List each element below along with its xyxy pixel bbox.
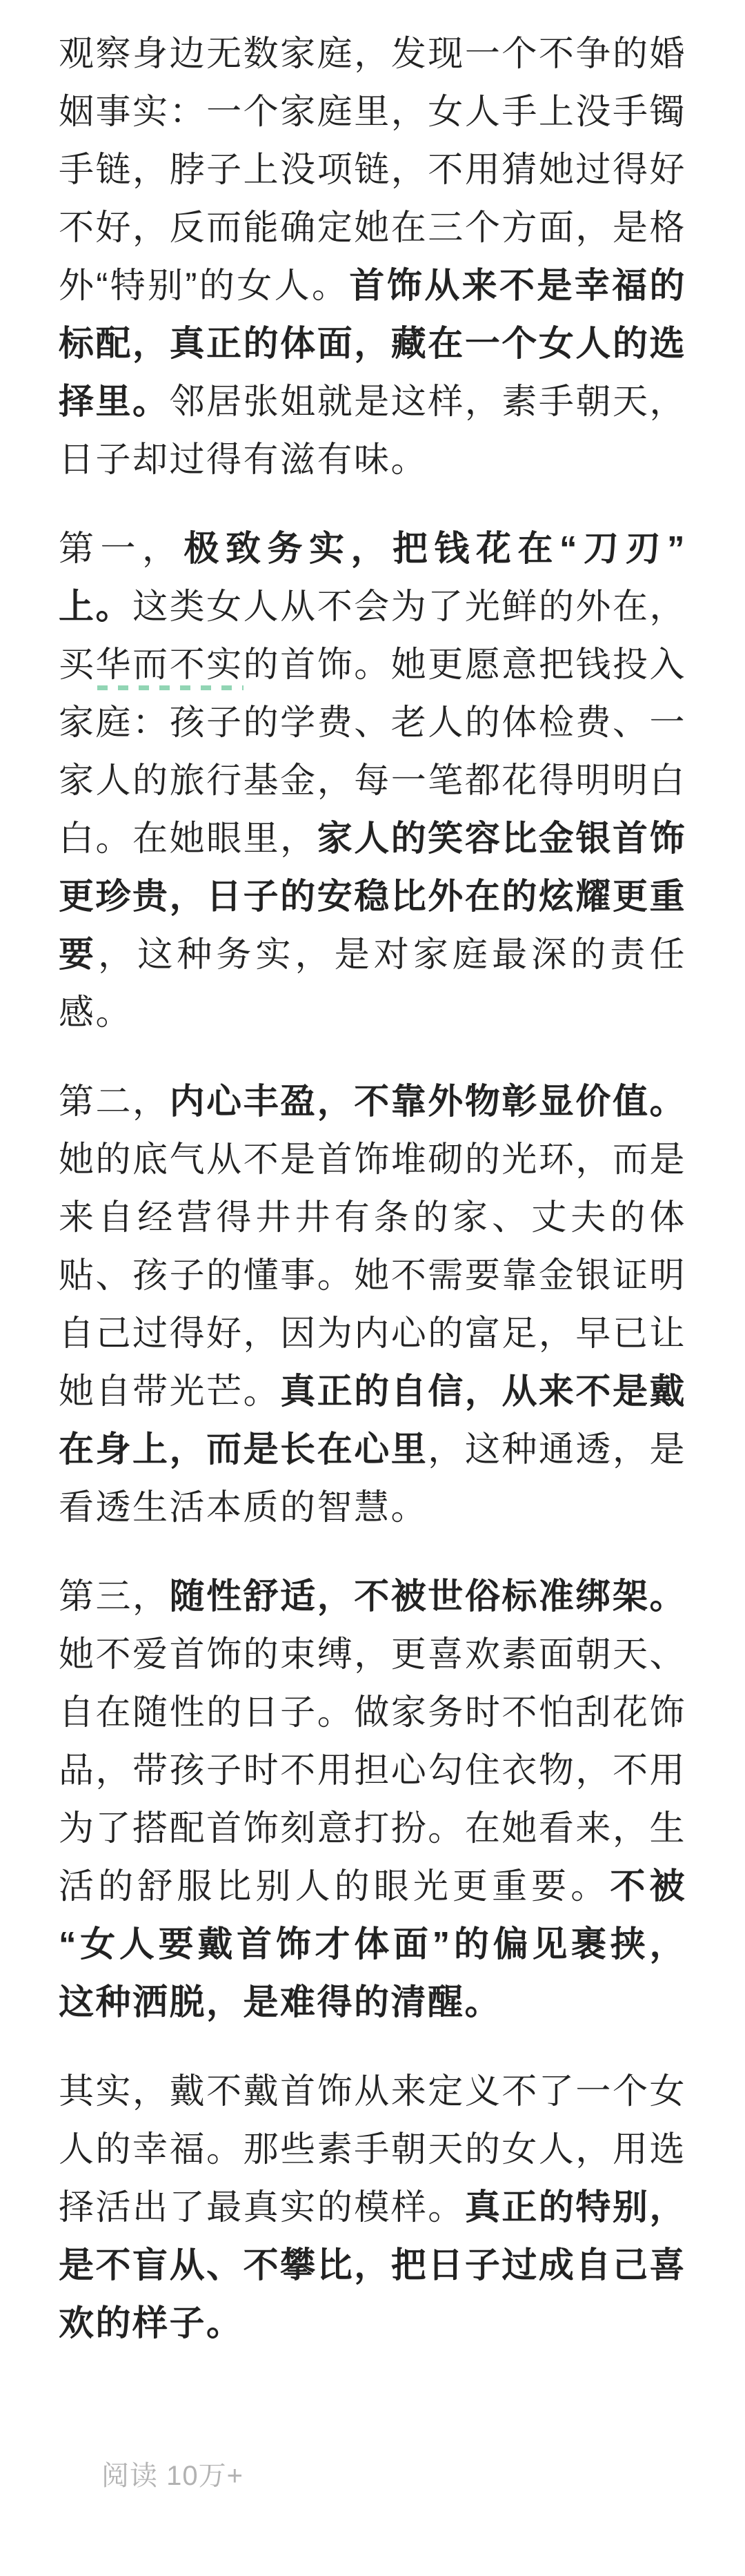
article-footer <box>59 2459 686 2492</box>
spellcheck-flagged-text: 华而不实 <box>96 645 244 690</box>
text-run: 邻居张姐就是这样，素手朝天，日子却过得有滋有味。 <box>59 382 686 479</box>
paragraph <box>59 1568 686 2031</box>
bold-text-run: 内心丰盈，不靠外物彰显价值。 <box>169 1082 686 1121</box>
text-run: 观察身边无数家庭，发现一个不争的婚姻事实：一个家庭里，女人手上没手镯手链，脖子上没项链，不用猜她过得好不好，反而能确定她在三个方面，是格外“特别”的女人。 <box>59 34 686 305</box>
read-count-label: 阅读 10万+ <box>101 2461 244 2491</box>
text-run: ，这种务实，是对家庭最深的责任感。 <box>59 935 686 1032</box>
text-run: 她不爱首饰的束缚，更喜欢素面朝天、自在随性的日子。做家务时不怕刮花饰品，带孩子时不用担心勾住衣物，不用为了搭配首饰刻意打扮。在她看来，生活的舒服比别人的眼光更重要。 <box>59 1635 686 1906</box>
bold-text-run: 随性舒适，不被世俗标准绑架。 <box>169 1577 686 1616</box>
bold-text-run: 不被“女人要戴首饰才体面”的偏见裹挟，这种洒脱，是难得的清醒。 <box>59 1866 686 2022</box>
paragraph <box>59 25 686 489</box>
paragraph <box>59 2062 686 2352</box>
text-run: ，这种通透，是看透生活本质的智慧。 <box>59 1430 686 1527</box>
text-run: 第三， <box>59 1577 170 1616</box>
bold-text-run: 真正的自信，从来不是戴在身上，而是长在心里 <box>59 1372 686 1469</box>
paragraph <box>59 1073 686 1536</box>
bold-text-run: 极致务实，把钱花在“刀刃”上。 <box>59 529 686 626</box>
text-run: 第一， <box>59 529 184 568</box>
text-run: 其实，戴不戴首饰从来定义不了一个女人的幸福。那些素手朝天的女人，用选择活出了最真实的模样。 <box>59 2071 686 2227</box>
bold-text-run: 首饰从来不是幸福的标配，真正的体面，藏在一个女人的选择里。 <box>59 266 686 421</box>
bold-text-run: 真正的特别，是不盲从、不攀比，把日子过成自己喜欢的样子。 <box>59 2187 686 2343</box>
article-paragraphs <box>59 25 686 2352</box>
text-run: 这类女人从不会为了光鲜的外在，买 <box>59 587 686 684</box>
text-run: 第二， <box>59 1082 170 1121</box>
text-run: 她的底气从不是首饰堆砌的光环，而是来自经营得井井有条的家、丈夫的体贴、孩子的懂事。她不需要靠金银证明自己过得好，因为内心的富足，早已让她自带光芒。 <box>59 1140 686 1411</box>
text-run: 的首饰。她更愿意把钱投入家庭：孩子的学费、老人的体检费、一家人的旅行基金，每一笔都花得明明白白。在她眼里， <box>59 645 686 858</box>
paragraph <box>59 520 686 1042</box>
bold-text-run: 家人的笑容比金银首饰更珍贵，日子的安稳比外在的炫耀更重要 <box>59 819 686 974</box>
